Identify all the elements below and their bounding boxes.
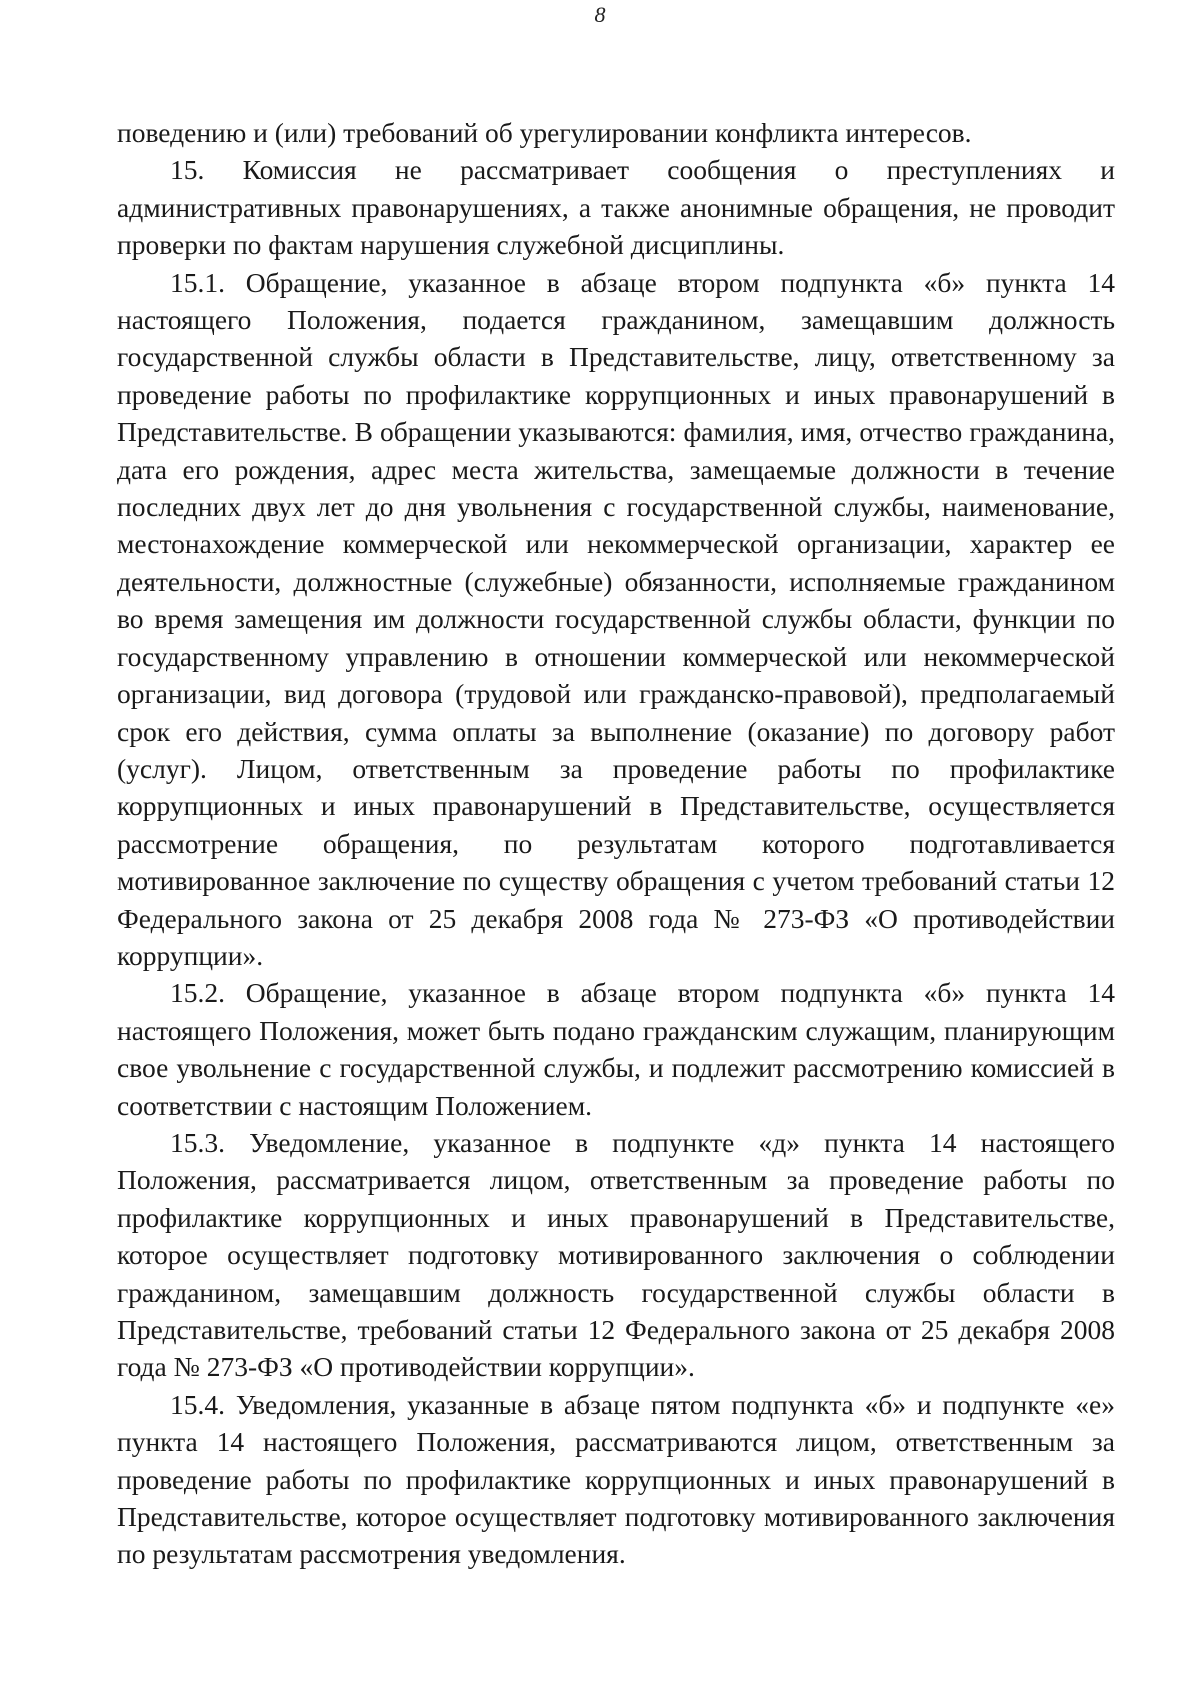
page-number: 8 bbox=[594, 2, 606, 27]
paragraph-continuation: поведению и (или) требований об урегулировании конфликта интересов. bbox=[117, 117, 972, 148]
paragraph-15-1: 15.1. Обращение, указанное в абзаце втором подпункта «б» пункта 14 настоящего Положения, подается гражданином, замещавшим должность государственной службы области в Представительстве, лицу, ответственному за проведение работы по профилактике коррупционных и иных правонарушений в Представительстве. В обращении указываются: фамилия, имя, отчество гражданина, дата его рождения, адрес места жительства, замещаемые должности в течение последних двух лет до дня увольнения с государственной службы, наименование, местонахождение коммерческой или некоммерческой организации, характер ее деятельности, должностные (служебные) обязанности, исполняемые гражданином во время замещения им должности государственной службы области, функции по государственному управлению в отношении коммерческой или некоммерческой организации, вид договора (трудовой или гражданско-правовой), предполагаемый срок его действия, сумма оплаты за выполнение (оказание) по договору работ (услуг). Лицом, ответственным за проведение работы по профилактике коррупционных и иных правонарушений в Представительстве, осуществляется рассмотрение обращения, по результатам которого подготавливается мотивированное заключение по существу обращения с учетом требований статьи 12 Федерального закона от 25 декабря 2008 года № 273-ФЗ «О противодействии коррупции». bbox=[117, 266, 1115, 971]
document-body bbox=[117, 114, 1115, 1573]
paragraph-15-4: 15.4. Уведомления, указанные в абзаце пятом подпункта «б» и подпункте «е» пункта 14 настоящего Положения, рассматриваются лицом, ответственным за проведение работы по профилактике коррупционных и иных правонарушений в Представительстве, которое осуществляет подготовку мотивированного заключения по результатам рассмотрения уведомления. bbox=[117, 1388, 1115, 1570]
paragraph-15-2: 15.2. Обращение, указанное в абзаце втором подпункта «б» пункта 14 настоящего Положения, может быть подано гражданским служащим, планирующим свое увольнение с государственной службы, и подлежит рассмотрению комиссией в соответствии с настоящим Положением. bbox=[117, 977, 1115, 1121]
paragraph-15-3: 15.3. Уведомление, указанное в подпункте «д» пункта 14 настоящего Положения, рассматривается лицом, ответственным за проведение работы по профилактике коррупционных и иных правонарушений в Представительстве, которое осуществляет подготовку мотивированного заключения о соблюдении гражданином, замещавшим должность государственной службы области в Представительстве, требований статьи 12 Федерального закона от 25 декабря 2008 года № 273-ФЗ «О противодействии коррупции». bbox=[117, 1126, 1115, 1383]
paragraph-15: 15. Комиссия не рассматривает сообщения о преступлениях и административных правонарушениях, а также анонимные обращения, не проводит проверки по фактам нарушения служебной дисциплины. bbox=[117, 154, 1115, 261]
